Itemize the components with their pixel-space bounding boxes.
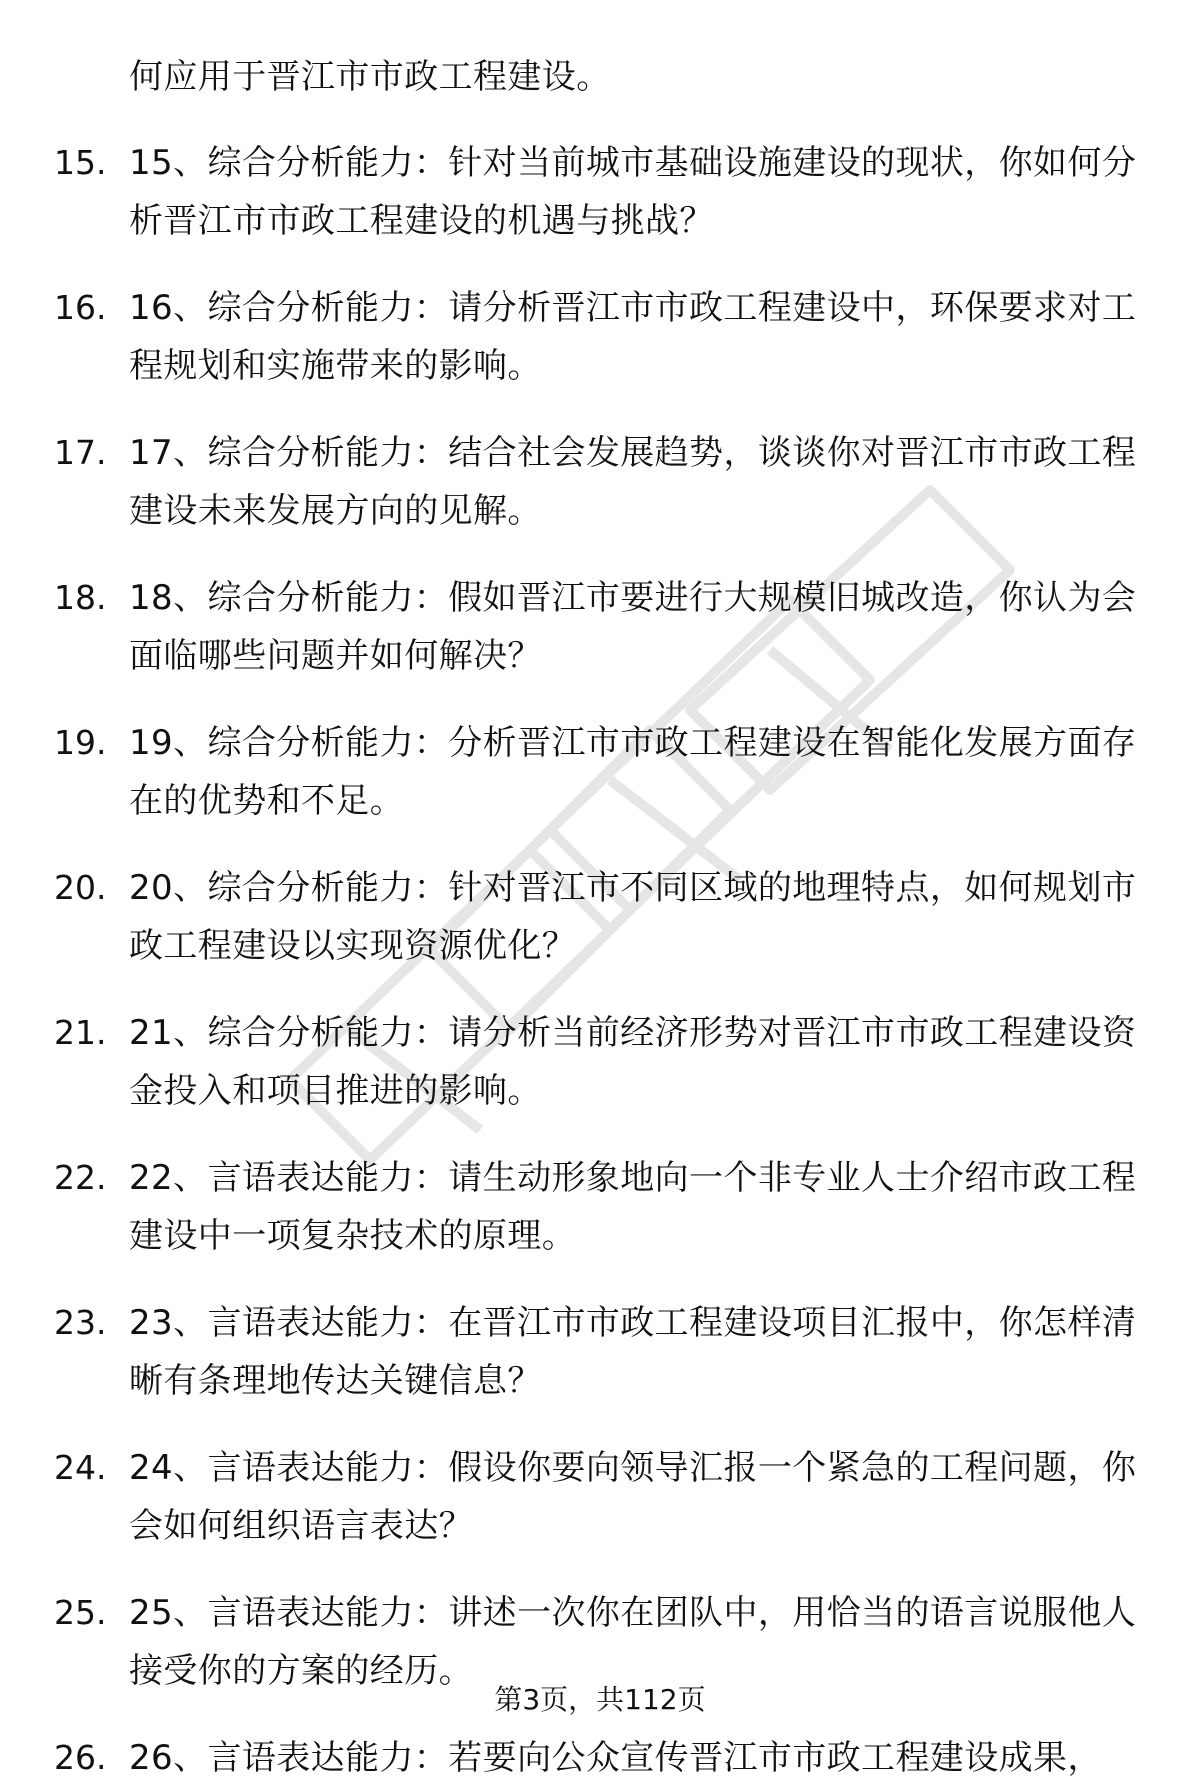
item-text: 20、综合分析能力：针对晋江市不同区域的地理特点，如何规划市政工程建设以实现资源优化？ — [129, 868, 1137, 966]
list-item — [0, 714, 1200, 830]
item-text: 19、综合分析能力：分析晋江市市政工程建设在智能化发展方面存在的优势和不足。 — [129, 723, 1137, 821]
list-item — [0, 1439, 1200, 1555]
list-item — [0, 1149, 1200, 1265]
item-number: 19. — [54, 723, 107, 762]
list-item — [0, 279, 1200, 395]
item-text: 17、综合分析能力：结合社会发展趋势，谈谈你对晋江市市政工程建设未来发展方向的见解。 — [129, 433, 1137, 531]
item-number: 20. — [54, 868, 107, 907]
item-text: 22、言语表达能力：请生动形象地向一个非专业人士介绍市政工程建设中一项复杂技术的原理。 — [129, 1158, 1137, 1256]
list-item — [0, 1004, 1200, 1120]
continuation-line — [0, 48, 1200, 106]
item-number: 24. — [54, 1448, 107, 1487]
item-text: 18、综合分析能力：假如晋江市要进行大规模旧城改造，你认为会面临哪些问题并如何解决？ — [129, 578, 1137, 676]
list-item — [0, 424, 1200, 540]
item-text: 16、综合分析能力：请分析晋江市市政工程建设中，环保要求对工程规划和实施带来的影响。 — [129, 288, 1137, 386]
continuation-text: 何应用于晋江市市政工程建设。 — [129, 57, 611, 97]
item-text: 21、综合分析能力：请分析当前经济形势对晋江市市政工程建设资金投入和项目推进的影响。 — [129, 1013, 1137, 1111]
item-number: 17. — [54, 433, 107, 472]
list-item — [0, 1294, 1200, 1410]
item-number: 23. — [54, 1303, 107, 1342]
item-number: 21. — [54, 1013, 107, 1052]
item-number: 26. — [54, 1738, 107, 1777]
item-text: 15、综合分析能力：针对当前城市基础设施建设的现状，你如何分析晋江市市政工程建设的机遇与挑战？ — [129, 143, 1137, 241]
list-item — [0, 569, 1200, 685]
list-item — [0, 134, 1200, 250]
item-text: 24、言语表达能力：假设你要向领导汇报一个紧急的工程问题，你会如何组织语言表达？ — [129, 1448, 1137, 1546]
item-number: 22. — [54, 1158, 107, 1197]
item-text: 26、言语表达能力：若要向公众宣传晋江市市政工程建设成果， — [129, 1738, 1102, 1778]
item-number: 15. — [54, 143, 107, 182]
item-number: 18. — [54, 578, 107, 617]
list-item — [0, 1729, 1200, 1787]
list-item — [0, 859, 1200, 975]
item-text: 23、言语表达能力：在晋江市市政工程建设项目汇报中，你怎样清晰有条理地传达关键信息？ — [129, 1303, 1137, 1401]
question-list — [0, 48, 1200, 1787]
page-footer: 第3页，共112页 — [494, 1683, 706, 1716]
item-number: 16. — [54, 288, 107, 327]
item-number: 25. — [54, 1593, 107, 1632]
item-text: 25、言语表达能力：讲述一次你在团队中，用恰当的语言说服他人接受你的方案的经历。 — [129, 1593, 1137, 1691]
